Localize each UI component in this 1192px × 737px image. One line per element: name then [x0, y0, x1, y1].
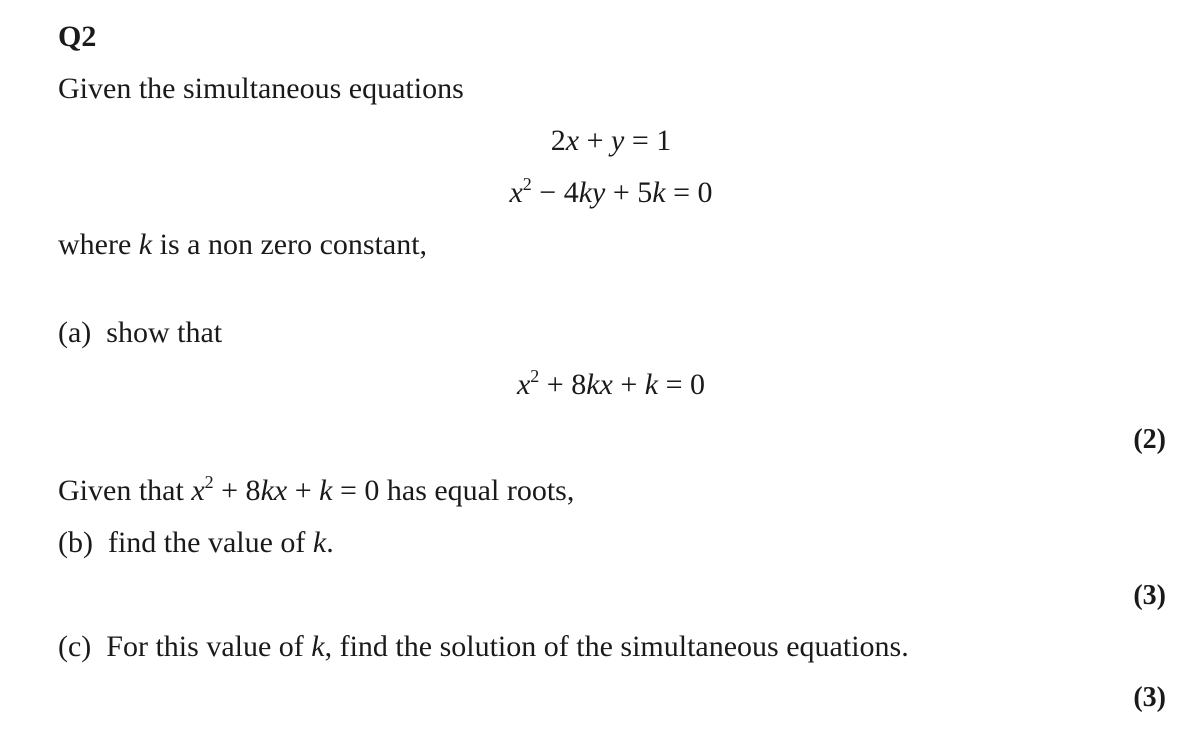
part-b-marks: (3) [1133, 580, 1166, 611]
part-a-marks: (2) [1133, 424, 1166, 455]
part-b [58, 526, 334, 560]
part-b-text: find the value of [107, 526, 313, 559]
part-c-var: k [311, 630, 325, 663]
part-c [58, 630, 909, 664]
condition-text [58, 228, 427, 262]
part-b-end: . [326, 526, 334, 559]
equation-1 [0, 124, 1192, 158]
condition-post: is a non zero constant, [152, 228, 428, 261]
given-equation: $x^2 + 8kx + k = 0$ [191, 472, 380, 507]
part-a-label: (a) [58, 316, 92, 349]
given-post: has equal roots, [379, 474, 575, 507]
part-c-text-post: , find the solution of the simultaneous equations. [324, 630, 909, 663]
part-c-text-pre: For this value of [106, 630, 312, 663]
part-a-equation [0, 368, 1192, 402]
given-text [58, 474, 574, 508]
part-a-equation-text: $x^2 + 8kx + k = 0$ [516, 366, 706, 401]
part-a-text: show that [106, 316, 223, 349]
part-b-var: k [312, 526, 327, 559]
given-pre: Given that [58, 474, 192, 507]
equation-2-text: $x^2 - 4ky + 5k = 0$ [509, 174, 713, 209]
part-c-marks: (3) [1133, 682, 1166, 713]
equation-1-text: 2x + y = 1 [550, 124, 672, 157]
part-b-label: (b) [58, 526, 93, 559]
question-number: Q2 [58, 20, 97, 53]
condition-var: k [138, 228, 153, 261]
question-intro: Given the simultaneous equations [58, 72, 464, 105]
condition-pre: where [58, 228, 139, 261]
part-c-label: (c) [58, 630, 92, 663]
part-a [58, 316, 222, 350]
equation-2 [0, 176, 1192, 210]
